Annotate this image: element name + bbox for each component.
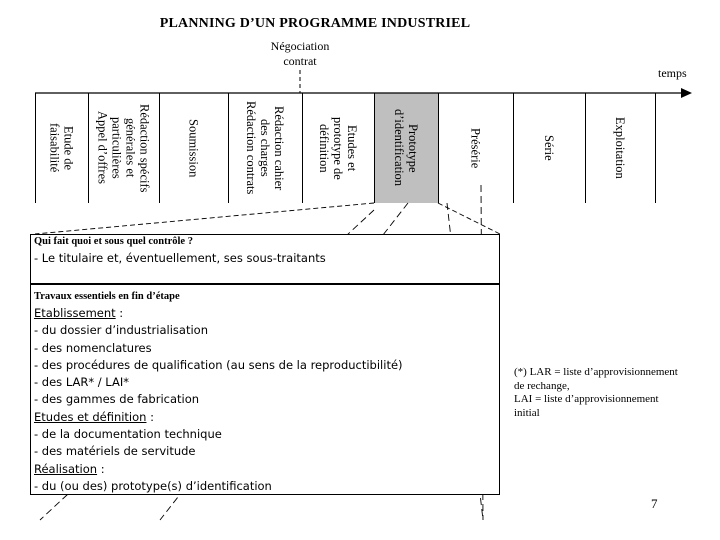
phase-label: Exploitation (613, 117, 627, 179)
page-number: 7 (651, 496, 658, 511)
list-item: - des nomenclatures (34, 340, 152, 355)
list-item: - des gammes de fabrication (34, 392, 200, 407)
section-title-suffix: : (146, 409, 154, 424)
who-box-text: - Le titulaire et, éventuellement, ses sous-traitants (34, 251, 326, 265)
section-title-text: Etablissement (34, 306, 116, 320)
time-axis-arrowhead (681, 88, 692, 98)
footnote: (*) LAR = liste d’approvisionnement de rechange, LAI = liste d’approvisionnement initial (514, 366, 678, 419)
section-title-text: Etudes et définition (34, 409, 147, 424)
section-title (34, 409, 496, 426)
page-title: PLANNING D’UN PROGRAMME INDUSTRIEL (159, 16, 471, 31)
work-sections (34, 305, 496, 495)
who-does-what-box (30, 234, 500, 284)
section-title-text: Réalisation (34, 461, 98, 476)
projection-line-left (35, 203, 374, 234)
phase-label: Rédaction spécifs générales et particulières Appel d’offres (95, 103, 152, 193)
list-item: - des procédures de qualification (au sens de la reproductibilité) (34, 357, 403, 372)
essential-work-box (30, 284, 500, 495)
list-item: - du (ou des) prototype(s) d’identification (34, 478, 272, 493)
phase-label: Prototype d’identification (392, 109, 420, 187)
phase-label: Rédaction cahier des charges Rédaction contrats (244, 101, 286, 195)
section-title (34, 461, 496, 478)
list-item: - des LAR* / LAI* (34, 375, 129, 390)
phase-label: Soumission (186, 118, 201, 178)
phase-label: Etudes et prototype de définition (317, 116, 359, 180)
who-box-heading: Qui fait quoi et sous quel contrôle ? (34, 236, 193, 247)
phase-label: Etude de faisabilité (47, 123, 76, 173)
section-title-suffix: : (115, 306, 124, 320)
list-item: - du dossier d’industrialisation (34, 323, 208, 338)
section-title-suffix: : (97, 461, 105, 476)
time-axis-label: temps (658, 66, 687, 80)
section-title (34, 305, 496, 322)
phase-label: Série (542, 135, 556, 161)
list-item: - des matériels de servitude (34, 444, 196, 459)
phase-label: Présérie (468, 127, 483, 169)
work-box-heading: Travaux essentiels en fin d’étape (34, 291, 180, 302)
list-item: - de la documentation technique (34, 427, 222, 442)
negotiation-contract-label: Négociation contrat (270, 39, 330, 68)
